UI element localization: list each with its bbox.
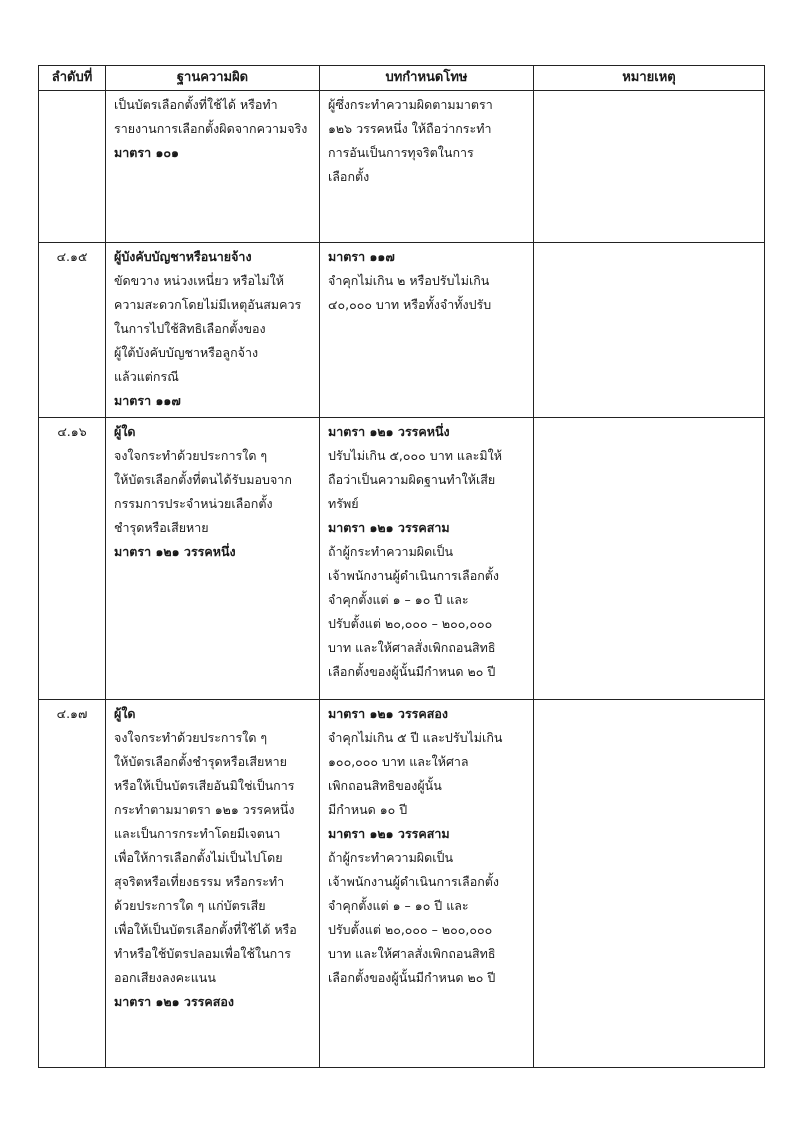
section-reference: ผู้ใด [114,706,136,721]
text-line: เพื่อให้การเลือกตั้งไม่เป็นไปโดย [114,850,283,865]
remark-cell [534,91,765,243]
penalty-cell [320,243,534,418]
text-line: ผู้ใต้บังคับบัญชาหรือลูกจ้าง [114,345,259,360]
text-line: ๔๐,๐๐๐ บาท หรือทั้งจำทั้งปรับ [328,297,492,312]
row-number: ๔.๑๖ [39,418,106,700]
text-line: บาท และให้ศาลสั่งเพิกถอนสิทธิ [328,640,496,655]
text-line: เลือกตั้งของผู้นั้นมีกำหนด ๒๐ ปี [328,664,496,679]
penalty-cell [320,700,534,1068]
text-line: ออกเสียงลงคะแนน [114,970,216,985]
section-reference: ผู้บังคับบัญชาหรือนายจ้าง [114,249,252,264]
text-line: กระทำตามมาตรา ๑๒๑ วรรคหนึ่ง [114,802,295,817]
section-reference: ผู้ใด [114,424,136,439]
text-line: การอันเป็นการทุจริตในการ [328,145,474,160]
text-line: จงใจกระทำด้วยประการใด ๆ [114,730,268,745]
text-line: ในการไปใช้สิทธิเลือกตั้งของ [114,321,266,336]
section-reference: มาตรา ๑๑๗ [114,393,181,408]
text-line: ปรับตั้งแต่ ๒๐,๐๐๐ – ๒๐๐,๐๐๐ [328,616,493,631]
header-offense: ฐานความผิด [106,66,320,91]
text-line: ถ้าผู้กระทำความผิดเป็น [328,544,453,559]
remark-cell [534,243,765,418]
penalty-cell [320,91,534,243]
text-line: ขัดขวาง หน่วงเหนี่ยว หรือไม่ให้ [114,273,284,288]
text-line: ๑๒๖ วรรคหนึ่ง ให้ถือว่ากระทำ [328,121,492,136]
text-line: กรรมการประจำหน่วยเลือกตั้ง [114,496,273,511]
text-line: เจ้าพนักงานผู้ดำเนินการเลือกตั้ง [328,568,499,583]
text-line: เพื่อให้เป็นบัตรเลือกตั้งที่ใช้ได้ หรือ [114,922,297,937]
table-row [39,418,765,700]
text-line: เพิกถอนสิทธิของผู้นั้น [328,778,442,793]
text-line: ให้บัตรเลือกตั้งชำรุดหรือเสียหาย [114,754,287,769]
section-reference: มาตรา ๑๐๑ [114,145,179,160]
row-number: ๔.๑๕ [39,243,106,418]
remark-cell [534,418,765,700]
text-line: จำคุกตั้งแต่ ๑ – ๑๐ ปี และ [328,592,469,607]
text-line: จำคุกไม่เกิน ๒ หรือปรับไม่เกิน [328,273,490,288]
text-line: ทำหรือใช้บัตรปลอมเพื่อใช้ในการ [114,946,291,961]
text-line: จงใจกระทำด้วยประการใด ๆ [114,448,268,463]
header-penalty: บทกำหนดโทษ [320,66,534,91]
text-line: หรือให้เป็นบัตรเสียอันมิใช่เป็นการ [114,778,295,793]
text-line: ๑๐๐,๐๐๐ บาท และให้ศาล [328,754,469,769]
text-line: รายงานการเลือกตั้งผิดจากความจริง [114,121,308,136]
text-line: สุจริตหรือเที่ยงธรรม หรือกระทำ [114,874,285,889]
text-line: ผู้ซึ่งกระทำความผิดตามมาตรา [328,97,493,112]
text-line: ทรัพย์ [328,496,359,511]
penalty-cell [320,418,534,700]
text-line: และเป็นการกระทำโดยมีเจตนา [114,826,281,841]
offense-cell [106,243,320,418]
text-line: ความสะดวกโดยไม่มีเหตุอันสมควร [114,297,302,312]
text-line: จำคุกตั้งแต่ ๑ – ๑๐ ปี และ [328,898,469,913]
offense-cell [106,700,320,1068]
text-line: มีกำหนด ๑๐ ปี [328,802,408,817]
section-reference: มาตรา ๑๒๑ วรรคหนึ่ง [114,544,236,559]
table-header-row [39,66,765,91]
section-reference: มาตรา ๑๒๑ วรรคสอง [328,706,448,721]
text-line: เลือกตั้ง [328,169,370,184]
text-line: จำคุกไม่เกิน ๕ ปี และปรับไม่เกิน [328,730,503,745]
table-row [39,91,765,243]
remark-cell [534,700,765,1068]
text-line: บาท และให้ศาลสั่งเพิกถอนสิทธิ [328,946,496,961]
offense-cell [106,418,320,700]
section-reference: มาตรา ๑๒๑ วรรคหนึ่ง [328,424,450,439]
section-reference: มาตรา ๑๒๑ วรรคสาม [328,826,450,841]
header-remark: หมายเหตุ [534,66,765,91]
offense-cell [106,91,320,243]
offense-penalty-table [38,65,765,1068]
text-line: ปรับตั้งแต่ ๒๐,๐๐๐ – ๒๐๐,๐๐๐ [328,922,493,937]
text-line: เลือกตั้งของผู้นั้นมีกำหนด ๒๐ ปี [328,970,496,985]
section-reference: มาตรา ๑๒๑ วรรคสาม [328,520,450,535]
section-reference: มาตรา ๑๑๗ [328,249,395,264]
text-line: ถ้าผู้กระทำความผิดเป็น [328,850,453,865]
text-line: ให้บัตรเลือกตั้งที่ตนได้รับมอบจาก [114,472,292,487]
text-line: เป็นบัตรเลือกตั้งที่ใช้ได้ หรือทำ [114,97,278,112]
text-line: แล้วแต่กรณี [114,369,179,384]
row-number [39,91,106,243]
text-line: เจ้าพนักงานผู้ดำเนินการเลือกตั้ง [328,874,499,889]
section-reference: มาตรา ๑๒๑ วรรคสอง [114,994,234,1009]
text-line: ชำรุดหรือเสียหาย [114,520,209,535]
text-line: ด้วยประการใด ๆ แก่บัตรเสีย [114,898,266,913]
table-row [39,700,765,1068]
header-order: ลำดับที่ [39,66,106,91]
table-row [39,243,765,418]
table-body [39,91,765,1068]
row-number: ๔.๑๗ [39,700,106,1068]
text-line: ปรับไม่เกิน ๕,๐๐๐ บาท และมิให้ [328,448,502,463]
text-line: ถือว่าเป็นความผิดฐานทำให้เสีย [328,472,496,487]
